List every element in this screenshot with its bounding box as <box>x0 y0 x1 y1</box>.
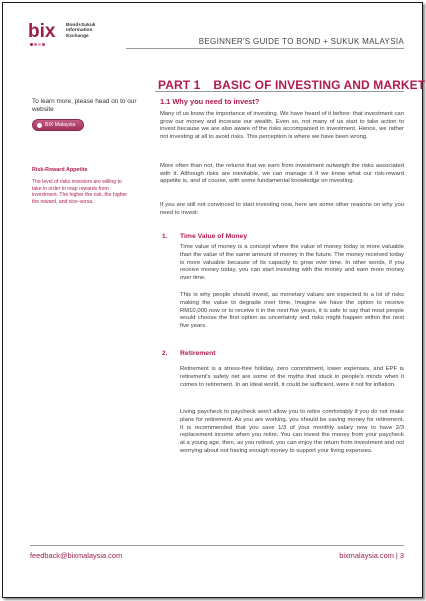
logo-dot <box>38 43 41 46</box>
item-paragraph: Living paycheck to paycheck won't allow you to retire comfortably if you do not make plans for retirement. As you are working, you should be saving money for retirement. It is recommended that you save 1/3 of your monthly salary now to have 2/3 replacement income when you retire. You can invest the money from your paycheck at a young age, then, as you retired, you can enjoy the return from investment and not worrying about not having enough money to support your living expenses. <box>180 409 404 454</box>
site-and-page-number: bixmalaysia.com | 3 <box>339 551 404 560</box>
item-heading: Time Value of Money <box>180 233 248 240</box>
section-paragraph: More often than not, the returns that we earn from investment outweigh the risks associated with it. Although risks are inevitable, we can manage it if we know what our risk-reward appetite is, and of course, with some fundamental knowledge on investing. <box>160 163 404 185</box>
sidebar-heading: Risk-Reward Appetite <box>32 167 88 173</box>
section-paragraph: Many of us know the importance of investing. We have heard of it before: that investment can grow our money and increase our wealth. Even so, not many of us start to take action to invest because we are also aware of the risks accompanied in investment. Hence, we rather not investing at all to avoid risks. This perception is where we have been wrong. <box>160 111 404 141</box>
bix-logo <box>28 21 96 48</box>
sidebar-body: The level of risks investors are willing to take in order to reap rewards from investment. The higher the risk, the higher the reward, and vice-versa. <box>32 179 128 205</box>
bix-malaysia-button-label: BIX Malaysia <box>45 122 76 128</box>
section-heading: 1.1 Why you need to invest? <box>160 97 260 106</box>
sidebar-intro: To learn more, please head on to our website <box>32 98 137 113</box>
logo-dot <box>42 43 45 46</box>
sidebar <box>32 98 140 205</box>
bix-malaysia-button[interactable] <box>32 119 84 131</box>
logo-mark: bix <box>28 21 56 42</box>
logo-text: Bond+Sukuk Information Exchange <box>66 23 96 39</box>
title-divider <box>155 91 404 92</box>
item-paragraph: This is why people should invest, as monetary values are expected to a lot of risks making the value to degrade over time. Imagine we have the option to receive RM10,000 now or to receive it in the next five years, it is safe to say that most people would choose the first option as uncertainty and risks might happen within the next five years. <box>180 292 404 330</box>
part-heading: BASIC OF INVESTING AND MARKET <box>213 78 426 92</box>
logo-dot <box>34 43 37 46</box>
footer-divider <box>30 545 404 546</box>
circle-icon <box>37 123 42 128</box>
document-title: BEGINNER'S GUIDE TO BOND + SUKUK MALAYSIA <box>198 37 404 46</box>
logo-dots <box>30 43 45 46</box>
item-number: 2. <box>162 350 168 357</box>
item-paragraph: Time value of money is a concept where the value of money today is more valuable than the value of the same amount of money in the future. The money received today is more valuable because of its capacity to grow over time. In other words, if you receive money today, you can start investing with the money and earn more money over time. <box>180 244 404 282</box>
header-divider <box>126 48 404 49</box>
part-number: PART 1 <box>158 78 201 92</box>
part-title <box>158 78 425 92</box>
item-paragraph: Retirement is a stress-free holiday, zero commitment, lower expenses, and EPF is retirement's safety net are some of the myths that stuck in people's minds when it comes to retirement. In an ideal world, it could be sufficient, were it not for inflation. <box>180 366 404 388</box>
section-paragraph: If you are still not convinced to start investing now, here are some other reasons on why you need to invest: <box>160 202 404 216</box>
item-heading: Retirement <box>180 350 216 357</box>
feedback-email-link[interactable]: feedback@bixmalaysia.com <box>30 551 123 560</box>
logo-dot <box>30 43 33 46</box>
item-number: 1. <box>162 233 168 240</box>
